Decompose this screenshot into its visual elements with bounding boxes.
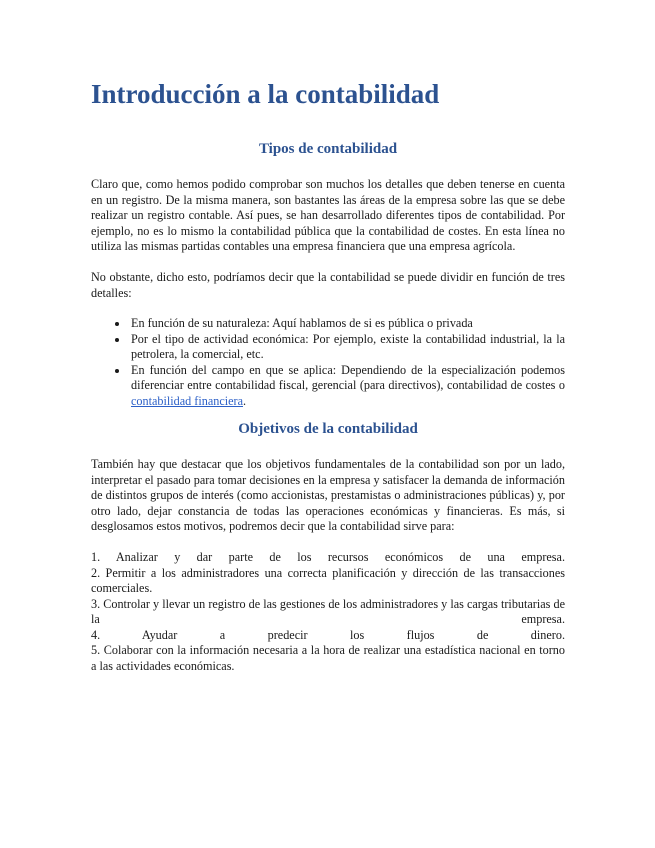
list-item-text: En función del campo en que se aplica: Dependiendo de la especialización podemos diferenciar entre contabilidad fiscal, gerencial (para directivos), contabilidad de costes o: [131, 362, 565, 392]
paragraph-tipos-division: No obstante, dicho esto, podríamos decir que la contabilidad se puede dividir en función de tres detalles:: [91, 270, 565, 300]
contabilidad-financiera-link[interactable]: contabilidad financiera: [131, 393, 244, 408]
objective-item-3: 3. Controlar y llevar un registro de las gestiones de los administradores y las cargas tributarias de la empresa.: [91, 596, 565, 626]
list-item-end: .: [243, 393, 247, 408]
paragraph-objetivos-intro: También hay que destacar que los objetivos fundamentales de la contabilidad son por un lado, interpretar el pasado para tomar decisiones en la empresa y satisfacer la demanda de información de distintos grupos de interés (como accionistas, prestamistas o administraciones públicas) y, por otro lado, dejar constancia de todas las operaciones económicas y financieras. Es más, si desglosamos estos motivos, podremos decir que la contabilidad sirve para:: [91, 457, 565, 533]
page-title: Introducción a la contabilidad: [91, 79, 440, 109]
objective-item-4: 4. Ayudar a predecir los flujos de dinero.: [91, 627, 565, 642]
tipos-bullet-list: [91, 316, 565, 409]
list-item: [129, 363, 565, 410]
list-item: • En función de su naturaleza: Aquí hablamos de si es pública o privada: [129, 316, 565, 332]
objective-item-2: 2. Permitir a los administradores una correcta planificación y dirección de las transacciones comerciales.: [91, 565, 565, 595]
section-heading-objetivos: Objetivos de la contabilidad: [238, 421, 418, 437]
section-heading-tipos: Tipos de contabilidad: [258, 141, 398, 157]
objective-item-5: 5. Colaborar con la información necesaria a la hora de realizar una estadística nacional en torno a las actividades económicas.: [91, 643, 565, 673]
paragraph-tipos-intro: Claro que, como hemos podido comprobar son muchos los detalles que deben tenerse en cuenta en un registro. De la misma manera, son bastantes las áreas de la empresa sobre las que se debe realizar un registro contable. Así pues, se han desarrollado diferentes tipos de contabilidad. Por ejemplo, no es lo mismo la contabilidad pública que la contabilidad de costes. En esta línea no utiliza las mismas partidas contables una empresa financiera que una empresa agrícola.: [91, 177, 565, 253]
list-item: • Por el tipo de actividad económica: Por ejemplo, existe la contabilidad industrial, la la petrolera, la comercial, etc.: [129, 332, 565, 363]
objective-item-1: 1. Analizar y dar parte de los recursos económicos de una empresa.: [91, 550, 565, 564]
